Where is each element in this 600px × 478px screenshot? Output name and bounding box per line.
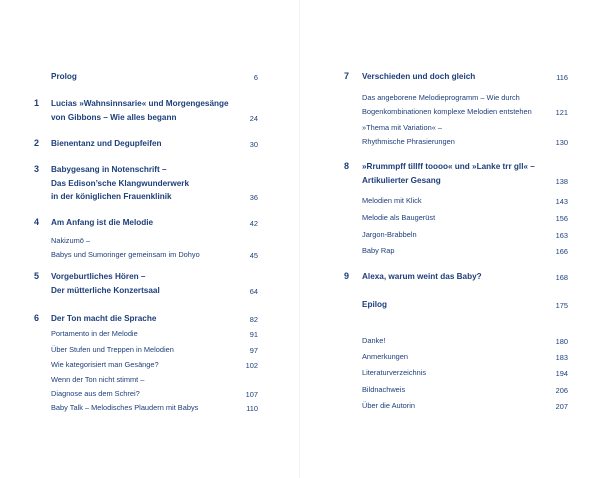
page-number: 36 xyxy=(249,193,258,202)
entry-title-line: Das angeborene Melodieprogramm – Wie durch xyxy=(362,93,520,102)
chapter-number: 4 xyxy=(34,217,40,227)
entry-title xyxy=(51,373,144,400)
entry-title-line: Verschieden und doch gleich xyxy=(362,72,476,81)
entry-title xyxy=(51,97,229,124)
entry-title-line: Epilog xyxy=(362,300,388,309)
entry-title xyxy=(362,91,532,118)
entry-title xyxy=(362,366,426,380)
chapter-number: 3 xyxy=(34,164,40,174)
entry-title-line: Prolog xyxy=(51,72,77,81)
entry-title xyxy=(362,194,422,208)
entry-title xyxy=(362,211,435,225)
page-number: 183 xyxy=(555,353,568,362)
entry-title-line: Danke! xyxy=(362,336,386,345)
page-number: 166 xyxy=(555,247,568,256)
page-number: 163 xyxy=(555,231,568,240)
entry-title xyxy=(51,270,160,297)
entry-title-line: Babygesang in Notenschrift – xyxy=(51,165,167,174)
entry-title-line: Nakizumō – xyxy=(51,236,91,245)
entry-title-line: Portamento in der Melodie xyxy=(51,329,138,338)
entry-title xyxy=(51,163,189,204)
entry-title xyxy=(362,383,405,397)
page-number: 82 xyxy=(249,315,258,324)
entry-title xyxy=(362,228,417,242)
chapter-number: 8 xyxy=(344,161,350,171)
entry-title-line: Der mütterliche Konzertsaal xyxy=(51,285,160,295)
chapter-number: 1 xyxy=(34,98,40,108)
entry-title xyxy=(362,70,475,84)
page-number: 180 xyxy=(555,337,568,346)
page-number: 30 xyxy=(249,140,258,149)
page-number: 156 xyxy=(555,214,568,223)
entry-title-line: Der Ton macht die Sprache xyxy=(51,314,157,323)
entry-title-line: Diagnose aus dem Schrei? xyxy=(51,388,140,398)
page-number: 91 xyxy=(249,330,258,339)
entry-title xyxy=(51,70,77,84)
entry-title xyxy=(362,399,415,413)
entry-title xyxy=(362,298,387,312)
entry-title xyxy=(51,312,156,326)
entry-title xyxy=(362,350,408,364)
entry-title-line: Anmerkungen xyxy=(362,352,409,361)
entry-title xyxy=(362,270,482,284)
entry-title-line: Artikulierter Gesang xyxy=(362,175,441,185)
page-number: 138 xyxy=(555,176,568,186)
page-number: 168 xyxy=(555,273,568,282)
page-number: 175 xyxy=(555,301,568,310)
chapter-number: 9 xyxy=(344,271,350,281)
entry-title-line: Am Anfang ist die Melodie xyxy=(51,218,154,227)
entry-title-line: Jargon-Brabbeln xyxy=(362,230,417,239)
chapter-number: 2 xyxy=(34,138,40,148)
entry-title xyxy=(51,327,138,341)
chapter-number: 5 xyxy=(34,271,40,281)
entry-title-line: Alexa, warum weint das Baby? xyxy=(362,272,482,281)
entry-title-line: Literaturverzeichnis xyxy=(362,368,427,377)
entry-title xyxy=(51,358,159,372)
page-number: 45 xyxy=(249,250,258,260)
entry-title-line: Das Edison’sche Klangwunderwerk xyxy=(51,178,190,188)
page-number: 130 xyxy=(555,137,568,147)
page-number: 121 xyxy=(555,107,568,117)
page-number: 194 xyxy=(555,369,568,378)
page-number: 143 xyxy=(555,197,568,206)
entry-title-line: Wenn der Ton nicht stimmt – xyxy=(51,375,145,384)
entry-title-line: Rhythmische Phrasierungen xyxy=(362,136,455,146)
entry-title xyxy=(362,244,394,258)
entry-title-line: »Rrummpff tillff toooo« und »Lanke trr gll« – xyxy=(362,162,535,171)
entry-title-line: Baby Talk – Melodisches Plaudern mit Babys xyxy=(51,403,199,412)
page-number: 42 xyxy=(249,219,258,228)
entry-title xyxy=(362,334,385,348)
page-number: 116 xyxy=(556,73,568,82)
page-number: 24 xyxy=(249,113,258,123)
entry-title xyxy=(51,343,174,357)
entry-title xyxy=(51,401,198,415)
entry-title-line: Bienentanz und Degupfeifen xyxy=(51,139,162,148)
entry-title-line: »Thema mit Variation« – xyxy=(362,123,442,132)
page-number: 64 xyxy=(249,286,258,296)
page-number: 6 xyxy=(253,73,258,82)
page-number: 110 xyxy=(246,404,258,413)
entry-title-line: in der königlichen Frauenklinik xyxy=(51,192,172,201)
entry-title-line: Bildnachweis xyxy=(362,385,406,394)
page-number: 206 xyxy=(555,386,568,395)
page-number: 102 xyxy=(245,361,258,370)
page-number: 207 xyxy=(555,402,568,411)
chapter-number: 6 xyxy=(34,313,40,323)
entry-title-line: Über die Autorin xyxy=(362,401,415,410)
entry-title-line: von Gibbons – Wie alles begann xyxy=(51,112,177,122)
entry-title xyxy=(362,121,455,148)
entry-title-line: Melodie als Baugerüst xyxy=(362,213,436,222)
page-number: 97 xyxy=(249,346,258,355)
entry-title xyxy=(51,216,153,230)
entry-title-line: Lucias »Wahnsinnsarie« und Morgengesänge xyxy=(51,99,229,108)
entry-title-line: Melodien mit Klick xyxy=(362,196,422,205)
entry-title-line: Bogenkombinationen komplexe Melodien entstehen xyxy=(362,106,532,116)
entry-title xyxy=(51,234,200,261)
entry-title-line: Wie kategorisiert man Gesänge? xyxy=(51,360,159,369)
entry-title-line: Babys und Sumoringer gemeinsam im Dohyo xyxy=(51,249,200,259)
entry-title-line: Über Stufen und Treppen in Melodien xyxy=(51,345,174,354)
entry-title xyxy=(362,160,535,187)
chapter-number: 7 xyxy=(344,71,350,81)
page-number: 107 xyxy=(245,389,258,399)
entry-title xyxy=(51,137,162,151)
toc-right-page xyxy=(300,0,600,478)
entry-title-line: Vorgeburtliches Hören – xyxy=(51,272,146,281)
entry-title-line: Baby Rap xyxy=(362,246,395,255)
